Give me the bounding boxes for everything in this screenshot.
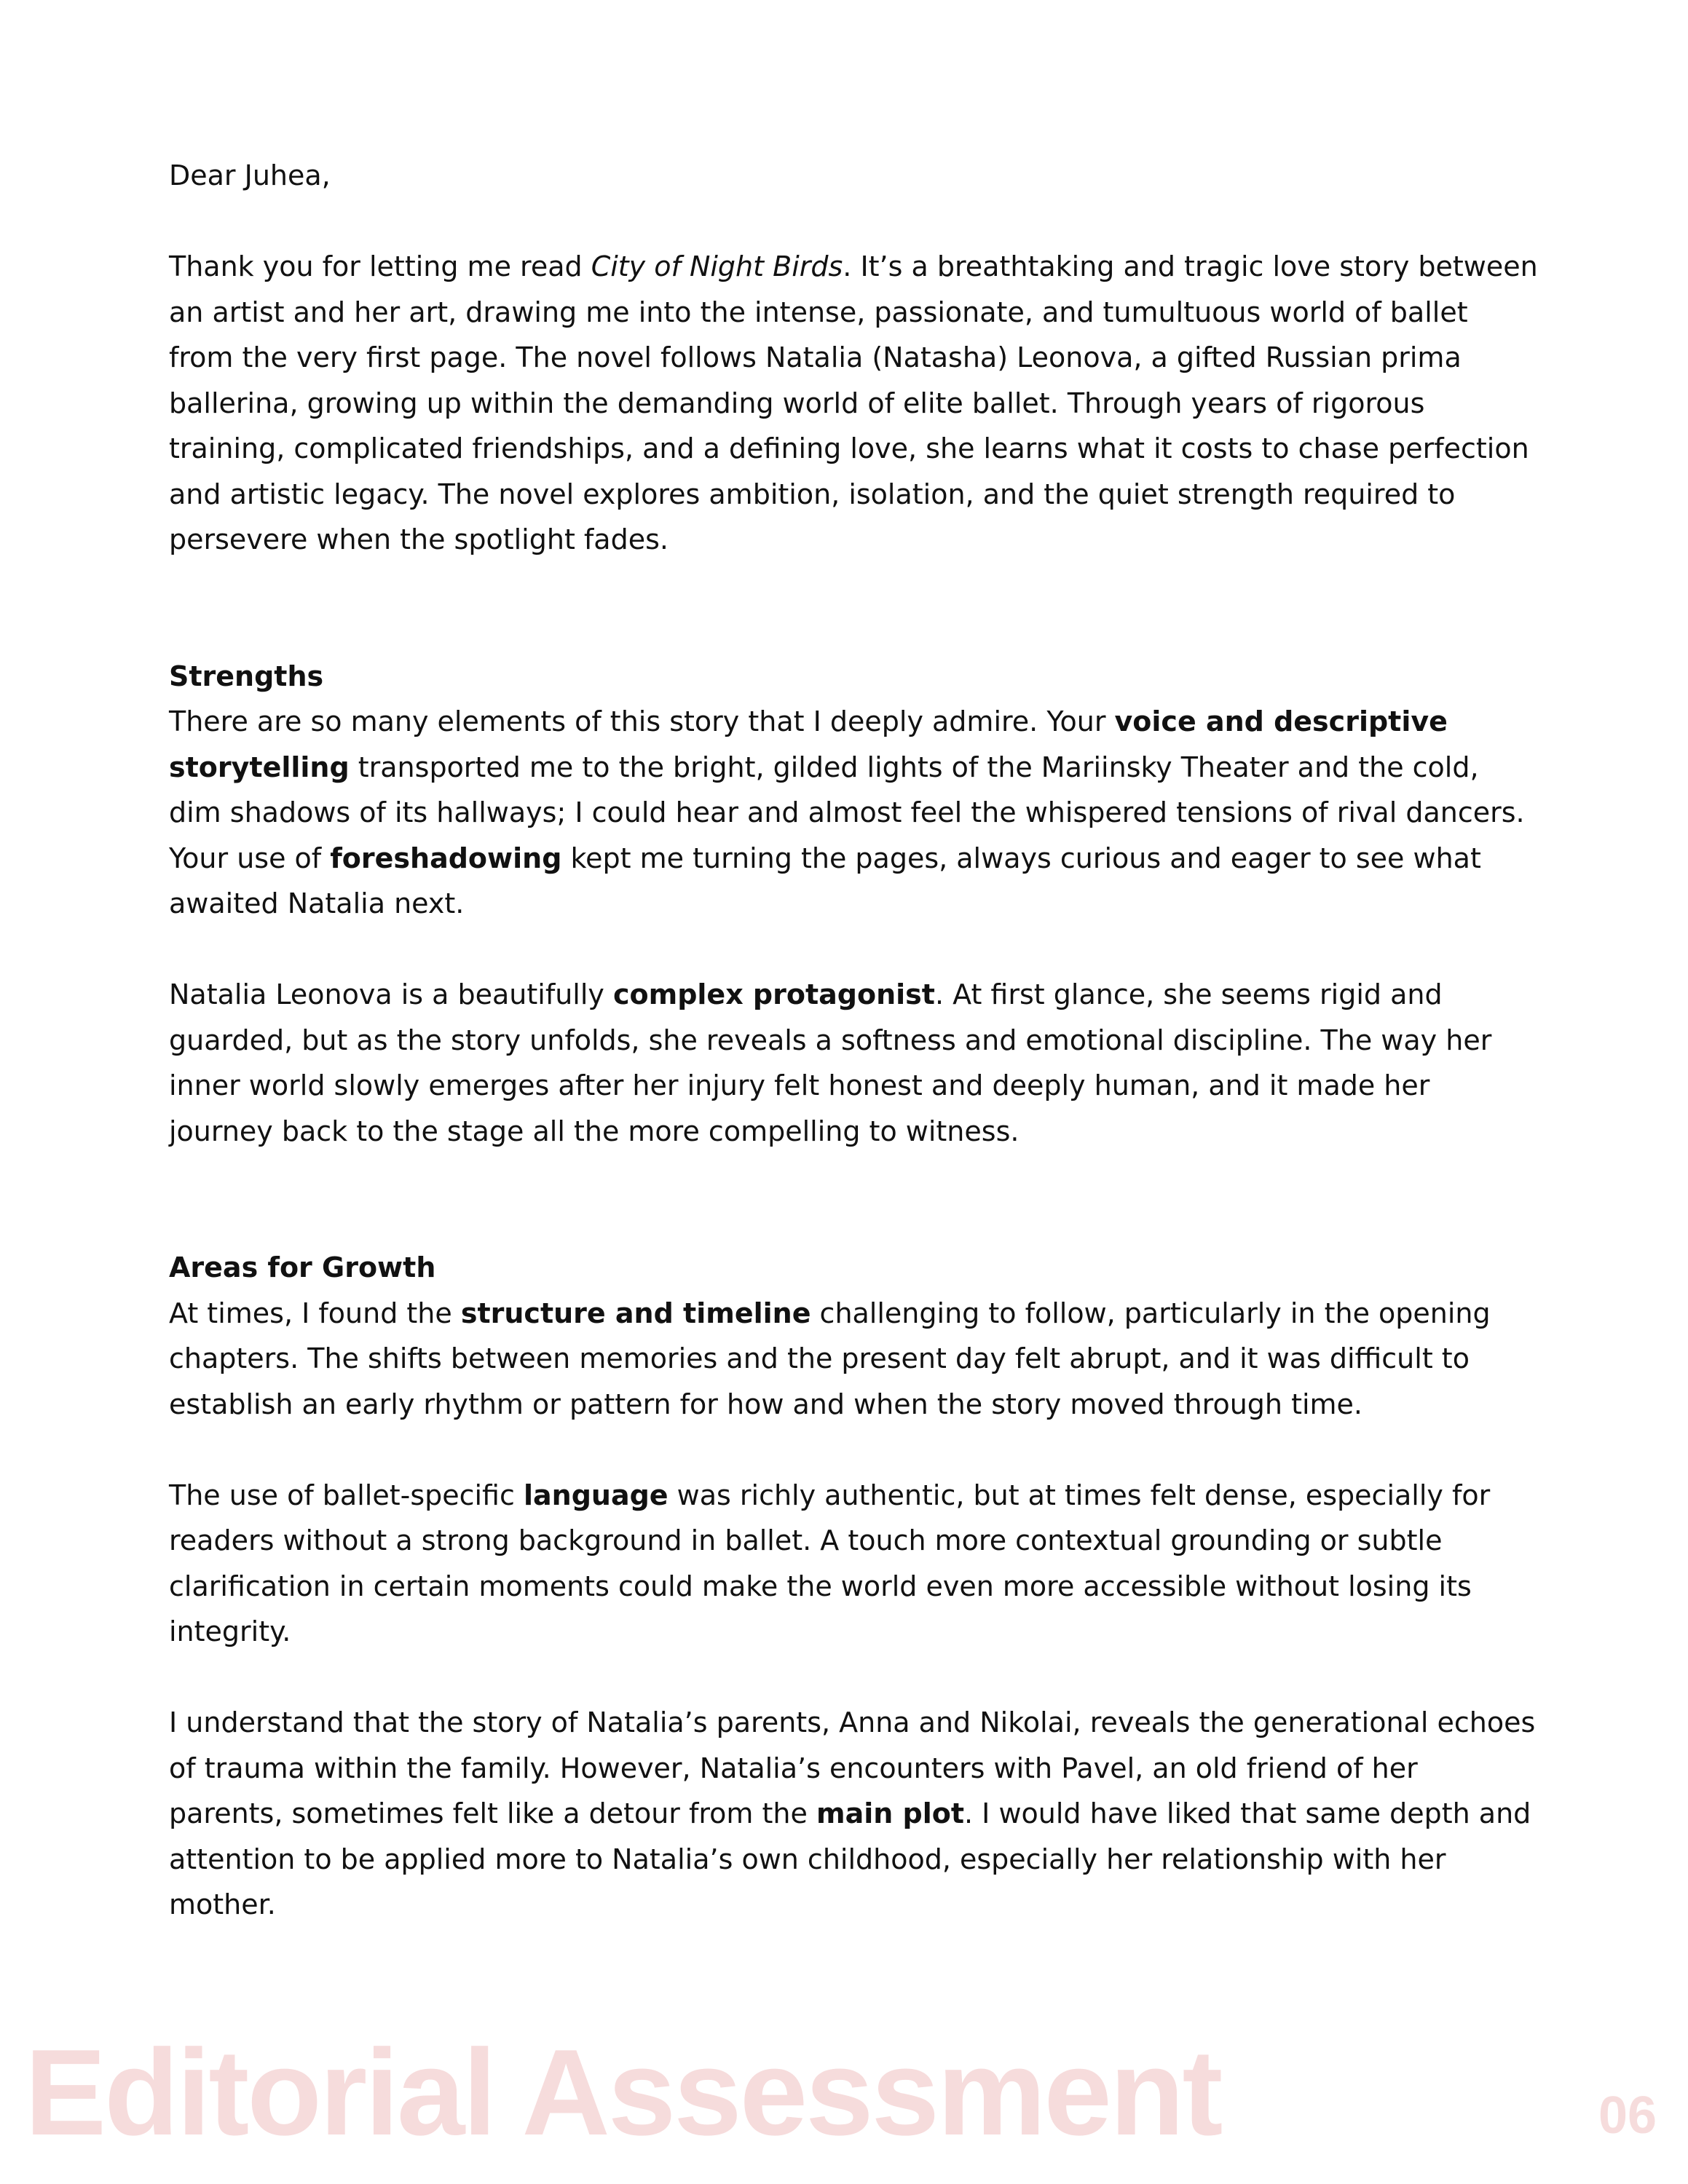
growth-p1-bold-1: structure and timeline	[460, 1297, 811, 1329]
intro-paragraph	[169, 244, 1538, 563]
growth-p3-text-2: . I would have liked that same depth and attention to be applied more to Natalia’s own childhood, especially her relationship with her mother.	[169, 1797, 1531, 1920]
growth-p3-bold-1: main plot	[816, 1797, 965, 1829]
page-number: 06	[1598, 2086, 1657, 2145]
strengths-paragraph-1	[169, 699, 1538, 927]
strengths-p1-bold-1: voice and descriptive storytelling	[169, 705, 1448, 783]
strengths-p1-bold-2: foreshadowing	[330, 842, 562, 874]
strengths-paragraph-2	[169, 972, 1538, 1154]
strengths-p2-text-2: . At first glance, she seems rigid and guarded, but as the story unfolds, she reveals a softness and emotional discipline. The way her inner world slowly emerges after her injury felt honest and deeply human, and it made her journey back to the stage all the more compelling to witness.	[169, 978, 1492, 1147]
paragraph-spacer	[169, 199, 1538, 245]
strengths-p1-text-3: kept me turning the pages, always curious and eager to see what awaited Natalia next.	[169, 842, 1481, 919]
growth-p2-bold-1: language	[523, 1479, 669, 1511]
paragraph-spacer	[169, 1655, 1538, 1701]
letter-body	[169, 153, 1538, 1928]
intro-text-2: . It’s a breathtaking and tragic love story between an artist and her art, drawing me into the intense, passionate, and tumultuous world of ballet from the very first page. The novel follows Natalia (Natasha) Leonova, a gifted Russian prima ballerina, growing up within the demanding world of elite ballet. Through years of rigorous training, complicated friendships, and a defining love, she learns what it costs to chase perfection and artistic legacy. The novel explores ambition, isolation, and the quiet strength required to persevere when the spotlight fades.	[169, 250, 1538, 555]
book-title: City of Night Birds	[591, 250, 843, 282]
paragraph-spacer	[169, 927, 1538, 973]
growth-p2-text-1: The use of ballet-specific	[169, 1479, 524, 1511]
growth-p1-text-2: challenging to follow, particularly in the opening chapters. The shifts between memories and the present day felt abrupt, and it was difficult to establish an early rhythm or pattern for how and when the story moved through time.	[169, 1297, 1491, 1420]
footer-title: Editorial Assessment	[25, 2024, 1221, 2161]
section-spacer	[169, 1154, 1538, 1245]
strengths-p1-text-1: There are so many elements of this story that I deeply admire. Your	[169, 705, 1115, 737]
intro-text-1: Thank you for letting me read	[169, 250, 591, 282]
growth-p2-text-2: was richly authentic, but at times felt dense, especially for readers without a strong background in ballet. A touch more contextual grounding or subtle clarification in certain moments could make the world even more accessible without losing its integrity.	[169, 1479, 1491, 1647]
strengths-p1-text-2: transported me to the bright, gilded lights of the Mariinsky Theater and the cold, dim shadows of its hallways; I could hear and almost feel the whispered tensions of rival dancers. Your use of	[169, 751, 1525, 874]
strengths-p2-bold-1: complex protagonist	[612, 978, 935, 1010]
paragraph-spacer	[169, 1427, 1538, 1473]
growth-paragraph-1	[169, 1291, 1538, 1428]
growth-p1-text-1: At times, I found the	[169, 1297, 461, 1329]
growth-heading: Areas for Growth	[169, 1251, 436, 1283]
growth-paragraph-3	[169, 1700, 1538, 1928]
growth-p3-text-1: I understand that the story of Natalia’s parents, Anna and Nikolai, reveals the generational echoes of trauma within the family. However, Natalia’s encounters with Pavel, an old friend of her parents, sometimes felt like a detour from the	[169, 1706, 1536, 1829]
salutation: Dear Juhea,	[169, 159, 331, 191]
section-spacer	[169, 563, 1538, 654]
growth-paragraph-2	[169, 1473, 1538, 1655]
strengths-p2-text-1: Natalia Leonova is a beautifully	[169, 978, 613, 1010]
strengths-heading: Strengths	[169, 660, 324, 692]
